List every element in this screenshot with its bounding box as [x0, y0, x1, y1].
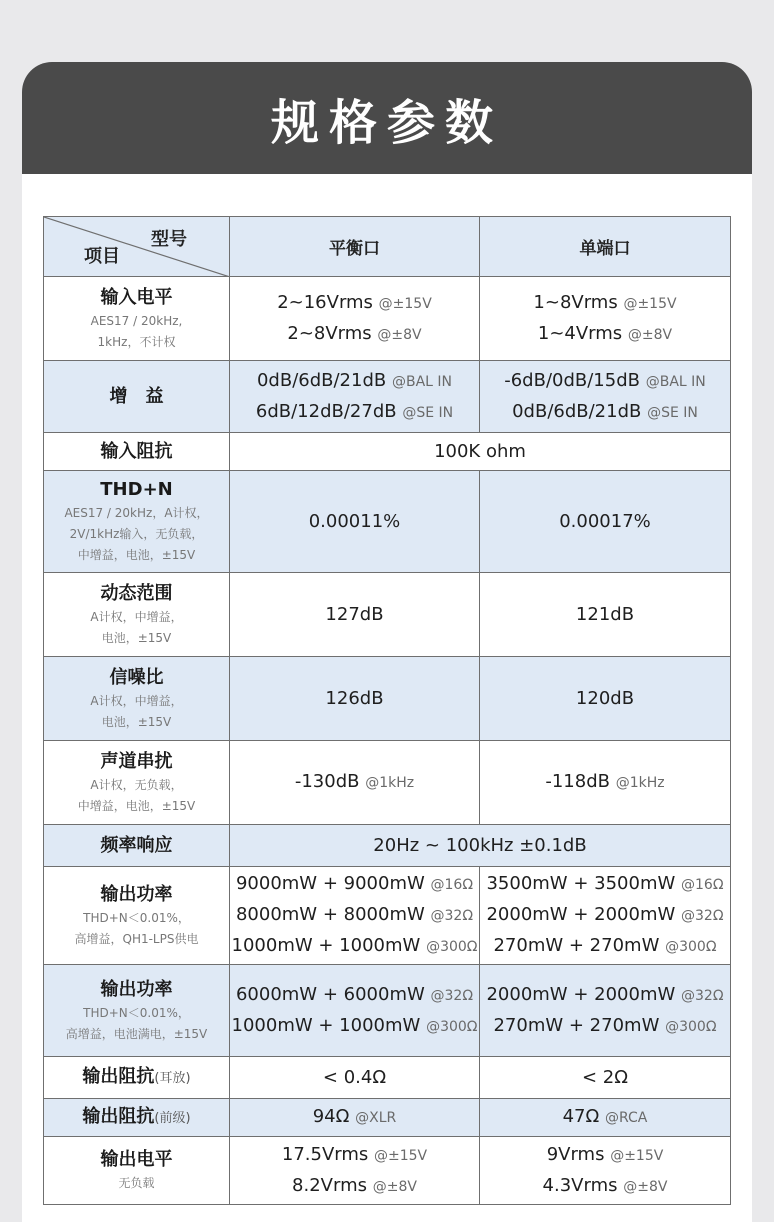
value-lines	[232, 1140, 477, 1202]
condition-text: @±8V	[623, 1178, 668, 1195]
row-label-cell	[44, 1137, 230, 1205]
value-line	[545, 767, 664, 798]
table-row	[44, 1099, 731, 1137]
value-lines	[232, 507, 477, 537]
value-lines	[482, 507, 728, 537]
value-lines	[482, 1063, 728, 1093]
table-row	[44, 277, 731, 361]
condition-text: @±15V	[378, 295, 432, 312]
condition-text: @32Ω	[681, 908, 724, 924]
value-text: 126dB	[325, 687, 384, 709]
row-sublabel: 中增益，电池，±15V	[77, 798, 196, 813]
value-text: 121dB	[575, 603, 635, 625]
condition-text: @1kHz	[615, 775, 665, 791]
value-text: < 0.4Ω	[322, 1066, 387, 1088]
merged-value-cell	[230, 433, 731, 471]
value-line	[582, 1063, 628, 1093]
row-label-tag: (前级)	[154, 1110, 191, 1126]
single-ended-value-cell	[480, 277, 731, 361]
row-label: 频率响应	[100, 834, 173, 856]
value-lines	[232, 767, 477, 798]
value-line	[576, 684, 634, 714]
value-line	[563, 1102, 648, 1133]
condition-text: @XLR	[355, 1110, 397, 1126]
condition-text: @16Ω	[681, 877, 724, 893]
balanced-value-cell	[230, 965, 480, 1057]
balanced-value-cell	[230, 277, 480, 361]
condition-text: @±8V	[377, 326, 422, 343]
value-line	[256, 397, 453, 428]
balanced-value-cell	[230, 741, 480, 825]
condition-text: @BAL IN	[391, 373, 453, 390]
value-text: 120dB	[575, 687, 635, 709]
condition-text: @16Ω	[430, 877, 474, 893]
single-ended-value-cell	[480, 741, 731, 825]
row-label-cell	[44, 573, 230, 657]
row-label-cell	[44, 965, 230, 1057]
value-lines	[482, 1140, 728, 1202]
value-text: 2000mW + 2000mW	[486, 983, 676, 1005]
row-label: 声道串扰	[100, 750, 173, 772]
value-line	[323, 1063, 386, 1093]
value-line	[257, 366, 452, 397]
value-line	[543, 1171, 668, 1202]
value-line	[538, 319, 672, 350]
condition-text: @±15V	[610, 1147, 664, 1164]
row-label-cell	[44, 741, 230, 825]
value-lines	[482, 980, 728, 1042]
table-row	[44, 471, 731, 573]
col-header-balanced: 平衡口	[230, 217, 480, 277]
single-ended-value-cell	[480, 657, 731, 741]
value-text: 8000mW + 8000mW	[235, 904, 425, 925]
model-label: 型号	[151, 229, 187, 250]
row-sublabel: 无负载	[118, 1176, 155, 1190]
col-header-single-ended: 单端口	[480, 217, 731, 277]
condition-text: @±15V	[623, 295, 677, 312]
table-row	[44, 573, 731, 657]
row-sublabel: 2V/1kHz输入，无负载，	[69, 527, 204, 541]
value-text: 17.5Vrms	[281, 1143, 369, 1165]
value-line	[292, 1171, 417, 1202]
single-ended-value-cell	[480, 361, 731, 433]
spec-card	[22, 62, 752, 1222]
value-lines	[482, 869, 728, 962]
value-text: 6000mW + 6000mW	[235, 983, 425, 1005]
value-line	[504, 366, 706, 397]
value-line	[232, 931, 478, 962]
single-ended-value-cell	[480, 867, 731, 965]
value-text: 2000mW + 2000mW	[486, 904, 676, 925]
value-text: 1~4Vrms	[537, 322, 623, 344]
value-line	[533, 288, 676, 319]
value-lines	[482, 366, 728, 428]
row-sublabel: 电池，±15V	[101, 630, 172, 645]
value-text: 94Ω	[312, 1106, 350, 1127]
balanced-value-cell	[230, 1057, 480, 1099]
value-line	[559, 507, 651, 537]
value-text: 0dB/6dB/21dB	[256, 369, 387, 391]
balanced-value-cell	[230, 1137, 480, 1205]
row-sublabel: AES17 / 20kHz，A计权，	[64, 506, 209, 520]
table-row	[44, 1137, 731, 1205]
value-lines	[232, 288, 477, 350]
balanced-value-cell	[230, 471, 480, 573]
value-line	[512, 397, 698, 428]
value-line	[486, 900, 723, 931]
value-lines	[482, 288, 728, 350]
value-lines	[232, 980, 477, 1042]
single-ended-value-cell	[480, 1057, 731, 1099]
value-text: 270mW + 270mW	[493, 935, 660, 956]
row-label: 输出功率	[100, 978, 173, 1000]
row-label-tag: (耳放)	[154, 1070, 191, 1086]
page-title: 规格参数	[270, 94, 503, 151]
value-text: 47Ω	[562, 1106, 600, 1127]
condition-text: @BAL IN	[645, 373, 706, 390]
row-label: 输出阻抗(耳放)	[82, 1065, 191, 1087]
row-label-cell	[44, 471, 230, 573]
single-ended-value-cell	[480, 965, 731, 1057]
single-ended-value-cell	[480, 471, 731, 573]
value-text: 20Hz ~ 100kHz ±0.1dB	[373, 834, 587, 856]
row-label-cell	[44, 825, 230, 867]
condition-text: @32Ω	[430, 987, 474, 1004]
value-line	[325, 600, 383, 630]
row-label: 动态范围	[100, 582, 173, 604]
balanced-value-cell	[230, 1099, 480, 1137]
value-text: -6dB/0dB/15dB	[504, 369, 640, 391]
single-ended-value-cell	[480, 1099, 731, 1137]
table-row	[44, 867, 731, 965]
table-row	[44, 657, 731, 741]
row-sublabel: 高增益，电池满电，±15V	[65, 1026, 208, 1041]
condition-text: @300Ω	[665, 1018, 717, 1035]
row-label: 信噪比	[109, 666, 164, 688]
value-lines	[232, 1063, 477, 1093]
single-ended-value-cell	[480, 1137, 731, 1205]
condition-text: @300Ω	[426, 939, 478, 955]
value-text: 2~8Vrms	[287, 322, 372, 344]
value-text: 100K ohm	[434, 440, 526, 462]
table-row	[44, 1057, 731, 1099]
value-line	[236, 869, 473, 900]
row-sublabel: 中增益，电池，±15V	[77, 548, 196, 562]
spec-table	[43, 216, 731, 1205]
value-line	[282, 1140, 427, 1171]
table-row	[44, 361, 731, 433]
balanced-value-cell	[230, 361, 480, 433]
balanced-value-cell	[230, 657, 480, 741]
row-label-cell	[44, 1057, 230, 1099]
value-lines	[232, 600, 477, 630]
row-sublabel: 电池，±15V	[101, 714, 172, 729]
value-line	[547, 1140, 664, 1171]
value-line	[236, 900, 473, 931]
value-lines	[482, 600, 728, 630]
value-line	[493, 1011, 716, 1042]
merged-value-cell	[230, 825, 731, 867]
row-label: 增 益	[109, 385, 164, 407]
value-lines	[232, 366, 477, 428]
table-row	[44, 433, 731, 471]
value-lines	[482, 684, 728, 714]
value-line	[486, 980, 723, 1011]
row-label-cell	[44, 657, 230, 741]
row-label: THD+N	[100, 479, 173, 500]
condition-text: @±8V	[627, 326, 673, 343]
row-label: 输出电平	[100, 1149, 173, 1170]
value-text: 1000mW + 1000mW	[231, 935, 421, 956]
condition-text: @300Ω	[665, 939, 717, 955]
value-text: 2~16Vrms	[277, 291, 373, 313]
value-lines	[482, 1102, 728, 1133]
condition-text: @±8V	[372, 1178, 417, 1195]
title-banner	[22, 62, 752, 174]
value-line	[313, 1102, 397, 1133]
row-label: 输出功率	[100, 883, 173, 905]
row-label: 输出阻抗(前级)	[82, 1105, 191, 1127]
value-text: 9000mW + 9000mW	[235, 873, 425, 894]
value-line	[486, 869, 723, 900]
corner-cell	[44, 217, 230, 277]
row-label: 输入阻抗	[100, 440, 173, 462]
value-text: 270mW + 270mW	[493, 1014, 660, 1036]
value-line	[493, 931, 716, 962]
value-lines	[232, 1102, 477, 1133]
value-text: 1~8Vrms	[533, 291, 618, 313]
value-lines	[232, 684, 477, 714]
condition-text: @32Ω	[430, 908, 474, 924]
value-text: 6dB/12dB/27dB	[255, 400, 397, 422]
value-text: 127dB	[325, 603, 384, 625]
balanced-value-cell	[230, 867, 480, 965]
condition-text: @±15V	[374, 1147, 428, 1164]
value-lines	[482, 767, 728, 798]
value-text: 0.00017%	[559, 510, 651, 532]
condition-text: @1kHz	[365, 775, 415, 791]
table-row	[44, 965, 731, 1057]
item-label: 项目	[84, 246, 120, 267]
diagonal-divider	[44, 217, 230, 277]
value-text: < 2Ω	[581, 1066, 628, 1088]
condition-text: @32Ω	[681, 987, 724, 1004]
condition-text: @RCA	[605, 1110, 648, 1126]
value-text: 4.3Vrms	[542, 1174, 618, 1196]
value-text: 9Vrms	[546, 1143, 605, 1165]
table-header-row	[44, 217, 731, 277]
row-label: 输入电平	[100, 286, 173, 308]
row-sublabel: AES17 / 20kHz,	[90, 313, 183, 328]
balanced-value-cell	[230, 573, 480, 657]
row-sublabel: A计权，无负载，	[90, 777, 183, 792]
row-sublabel: A计权，中增益，	[90, 693, 183, 708]
single-ended-value-cell	[480, 573, 731, 657]
row-label-cell	[44, 361, 230, 433]
row-sublabel: A计权，中增益，	[90, 609, 183, 624]
value-text: 0dB/6dB/21dB	[512, 400, 642, 422]
value-text: 1000mW + 1000mW	[231, 1014, 421, 1036]
value-lines	[232, 869, 477, 962]
value-line	[325, 684, 383, 714]
condition-text: @SE IN	[402, 404, 454, 421]
value-text: 0.00011%	[308, 510, 401, 532]
table-row	[44, 825, 731, 867]
value-line	[576, 600, 634, 630]
table-row	[44, 741, 731, 825]
row-label-cell	[44, 1099, 230, 1137]
condition-text: @300Ω	[426, 1018, 478, 1035]
value-line	[295, 767, 414, 798]
row-sublabel: 1kHz，不计权	[97, 334, 176, 349]
value-line	[236, 980, 473, 1011]
value-text: -118dB	[545, 771, 610, 792]
value-text: -130dB	[294, 771, 360, 792]
value-text: 8.2Vrms	[292, 1174, 367, 1196]
row-sublabel: THD+N＜0.01%，	[83, 910, 190, 925]
row-label-cell	[44, 867, 230, 965]
value-text: 3500mW + 3500mW	[486, 873, 676, 894]
row-sublabel: 高增益，QH1-LPS供电	[74, 931, 199, 946]
row-label-cell	[44, 277, 230, 361]
row-label-cell	[44, 433, 230, 471]
value-line	[309, 507, 401, 537]
condition-text: @SE IN	[647, 404, 698, 421]
row-sublabel: THD+N＜0.01%，	[83, 1005, 190, 1020]
value-line	[232, 1011, 478, 1042]
value-line	[277, 288, 432, 319]
value-line	[287, 319, 421, 350]
